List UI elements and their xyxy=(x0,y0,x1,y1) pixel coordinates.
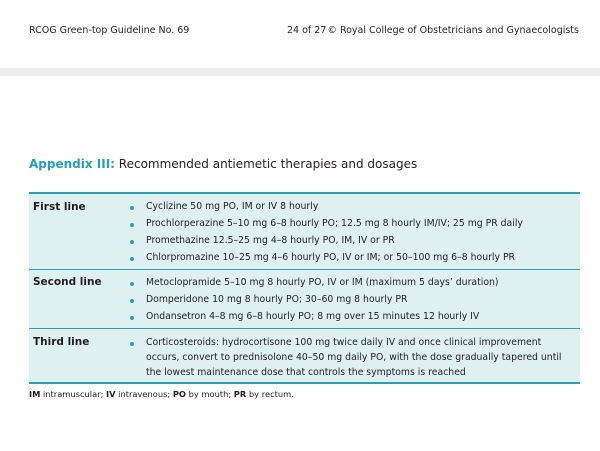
page-number: 24 of 27 xyxy=(287,25,327,36)
appendix-number: Appendix III: xyxy=(29,157,115,171)
abbreviations-footnote xyxy=(29,389,294,399)
abbr-po-text: by mouth; xyxy=(185,389,234,399)
bullet-icon xyxy=(130,223,134,227)
bullet-icon xyxy=(130,206,134,210)
abbr-po: PO xyxy=(172,389,186,399)
row-divider xyxy=(29,269,580,270)
list-item: Ondansetron 4–8 mg 6–8 hourly PO; 8 mg over 15 minutes 12 hourly IV xyxy=(146,311,480,322)
row-label-third-line: Third line xyxy=(33,336,90,348)
abbr-im: IM xyxy=(29,389,41,399)
list-item: Domperidone 10 mg 8 hourly PO; 30–60 mg 8 hourly PR xyxy=(146,294,408,305)
abbr-im-text: intramuscular; xyxy=(40,389,107,399)
bullet-icon xyxy=(130,342,134,346)
page-header xyxy=(0,0,600,68)
appendix-title xyxy=(29,157,417,171)
list-item: Chlorpromazine 10–25 mg 4–6 hourly PO, IV or IM; or 50–100 mg 6–8 hourly PR xyxy=(146,252,516,263)
abbr-pr-text: by rectum. xyxy=(246,389,294,399)
row-label-second-line: Second line xyxy=(33,276,102,288)
list-item: Prochlorperazine 5–10 mg 6–8 hourly PO; 12.5 mg 8 hourly IM/IV; 25 mg PR daily xyxy=(146,218,523,229)
bullet-icon xyxy=(130,316,134,320)
copyright: © Royal College of Obstetricians and Gynaecologists xyxy=(327,25,579,36)
bullet-icon xyxy=(130,282,134,286)
header-divider xyxy=(0,68,600,76)
abbr-iv-text: intravenous; xyxy=(115,389,173,399)
bullet-icon xyxy=(130,240,134,244)
list-item: Cyclizine 50 mg PO, IM or IV 8 hourly xyxy=(146,201,319,212)
abbr-iv: IV xyxy=(106,389,116,399)
list-item: Metoclopramide 5–10 mg 8 hourly PO, IV or IM (maximum 5 days’ duration) xyxy=(146,277,499,288)
bullet-icon xyxy=(130,257,134,261)
list-item: Promethazine 12.5–25 mg 4–8 hourly PO, IM, IV or PR xyxy=(146,235,395,246)
antiemetic-table xyxy=(29,192,580,384)
list-item: Corticosteroids: hydrocortisone 100 mg twice daily IV and once clinical improvement occurs, convert to prednisolone 40–50 mg daily PO, with the dose gradually tapered until the lowest maintenance dose that controls the symptoms is reached xyxy=(146,337,562,378)
row-divider xyxy=(29,328,580,329)
appendix-heading: Recommended antiemetic therapies and dosages xyxy=(118,157,418,171)
guideline-name: RCOG Green-top Guideline No. 69 xyxy=(29,25,190,36)
row-label-first-line: First line xyxy=(33,201,86,213)
abbr-pr: PR xyxy=(233,389,247,399)
bullet-icon xyxy=(130,299,134,303)
